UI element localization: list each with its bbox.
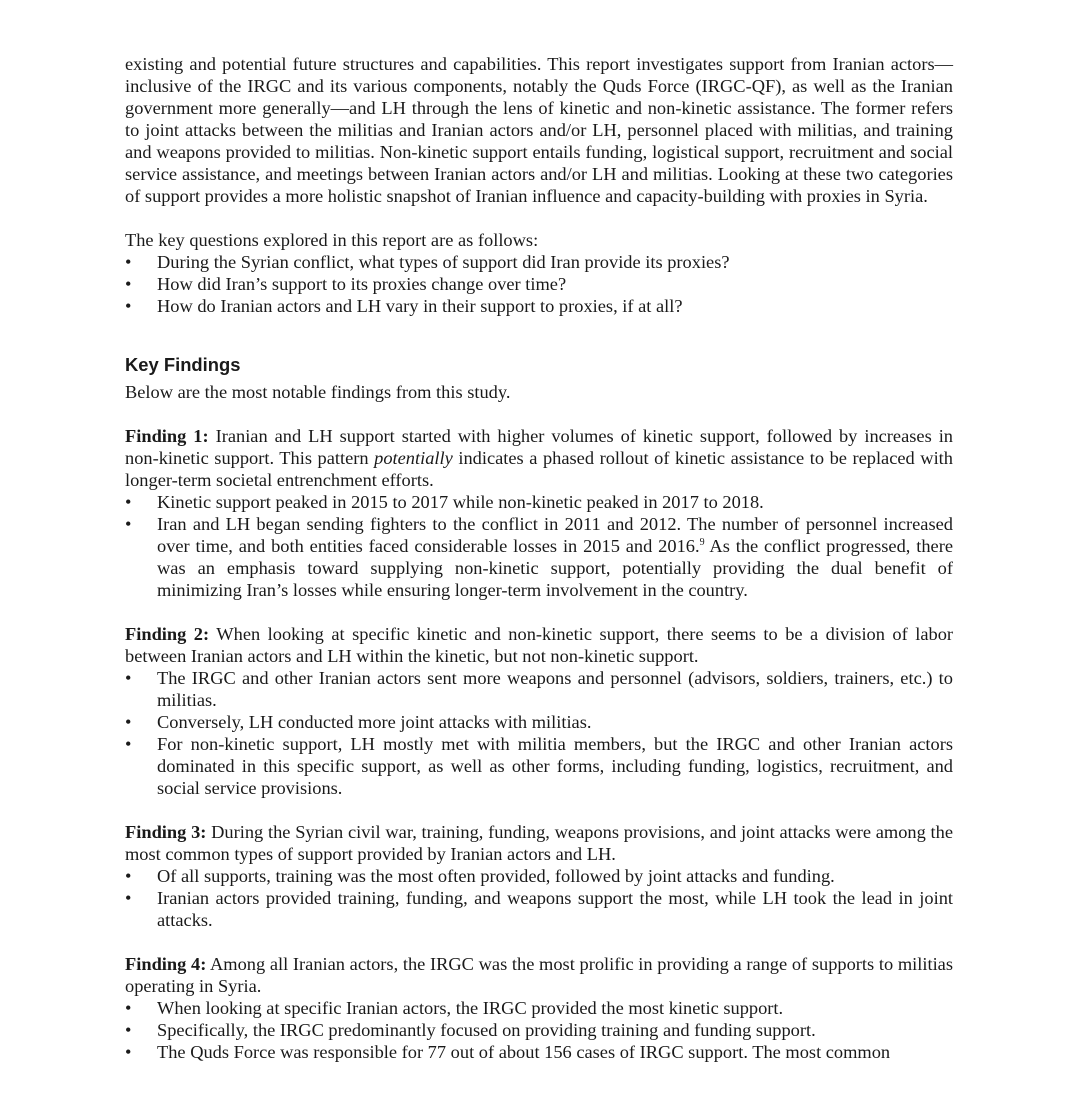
bullet-icon: • bbox=[125, 668, 132, 688]
list-item: • The Quds Force was responsible for 77 out of about 156 cases of IRGC support. The most common bbox=[125, 1042, 891, 1062]
finding-4-label: Finding 4: bbox=[125, 954, 207, 974]
finding-2-list bbox=[125, 667, 953, 799]
list-item: • During the Syrian conflict, what types of support did Iran provide its proxies? bbox=[125, 252, 730, 272]
bullet-icon: • bbox=[125, 866, 132, 886]
list-item: • Conversely, LH conducted more joint attacks with militias. bbox=[125, 712, 592, 732]
finding-3-list bbox=[125, 865, 953, 931]
finding-3-paragraph: Finding 3: During the Syrian civil war, training, funding, weapons provisions, and joint attacks were among the most common types of support provided by Iranian actors and LH. bbox=[125, 822, 954, 864]
key-findings-heading: Key Findings bbox=[125, 354, 241, 375]
list-item: • Of all supports, training was the most often provided, followed by joint attacks and funding. bbox=[125, 866, 835, 886]
bullet-icon: • bbox=[125, 296, 132, 316]
bullet-icon: • bbox=[125, 492, 132, 512]
bullet-icon: • bbox=[125, 1042, 132, 1062]
questions-lead: The key questions explored in this report are as follows: bbox=[125, 230, 539, 250]
footnote-marker: 9 bbox=[699, 536, 705, 548]
list-item: • Kinetic support peaked in 2015 to 2017 while non-kinetic peaked in 2017 to 2018. bbox=[125, 492, 764, 512]
list-item: • For non-kinetic support, LH mostly met with militia members, but the IRGC and other Iranian actors dominated in this specific support, as well as other forms, including funding, logistics, recruitment, and social service provisions. bbox=[125, 734, 953, 798]
finding-3-label: Finding 3: bbox=[125, 822, 207, 842]
intro-paragraph: existing and potential future structures and capabilities. This report investigates support from Iranian actors—inclusive of the IRGC and its various components, notably the Quds Force (IRGC-QF), as well as the Iranian government more generally—and LH through the lens of kinetic and non-kinetic assistance. The former refers to joint attacks between the militias and Iranian actors and/or LH, personnel placed with militias, and training and weapons provided to militias. Non-kinetic support entails funding, logistical support, recruitment and social service assistance, and meetings between Iranian actors and/or LH and militias. Looking at these two categories of support provides a more holistic snapshot of Iranian influence and capacity-building with proxies in Syria. bbox=[125, 54, 953, 206]
key-findings-intro: Below are the most notable findings from this study. bbox=[125, 382, 511, 402]
finding-2-label: Finding 2: bbox=[125, 624, 210, 644]
list-item: • How did Iran’s support to its proxies change over time? bbox=[125, 274, 567, 294]
bullet-icon: • bbox=[125, 712, 132, 732]
document-page bbox=[125, 53, 953, 1063]
bullet-icon: • bbox=[125, 1020, 132, 1040]
bullet-icon: • bbox=[125, 998, 132, 1018]
list-item: • Iranian actors provided training, funding, and weapons support the most, while LH took the lead in joint attacks. bbox=[125, 888, 953, 930]
bullet-icon: • bbox=[125, 252, 132, 272]
finding-1-list bbox=[125, 491, 953, 601]
finding-1-label: Finding 1: bbox=[125, 426, 209, 446]
finding-4-list bbox=[125, 997, 953, 1063]
list-item: • Iran and LH began sending fighters to the conflict in 2011 and 2012. The number of personnel increased over time, and both entities faced considerable losses in 2015 and 2016.$^9$ As the conflict progressed, there was an emphasis toward supplying non-kinetic support, potentially providing the dual benefit of minimizing Iran’s losses while ensuring longer-term involvement in the country. bbox=[125, 514, 953, 600]
list-item: • The IRGC and other Iranian actors sent more weapons and personnel (advisors, soldiers, trainers, etc.) to militias. bbox=[125, 668, 953, 710]
finding-2-paragraph: Finding 2: When looking at specific kinetic and non-kinetic support, there seems to be a division of labor between Iranian actors and LH within the kinetic, but not non-kinetic support. bbox=[125, 624, 954, 666]
bullet-icon: • bbox=[125, 734, 132, 754]
finding-4-paragraph: Finding 4: Among all Iranian actors, the IRGC was the most prolific in providing a range of supports to militias operating in Syria. bbox=[125, 954, 954, 996]
bullet-icon: • bbox=[125, 274, 132, 294]
questions-list bbox=[125, 251, 953, 317]
list-item: • Specifically, the IRGC predominantly focused on providing training and funding support. bbox=[125, 1020, 816, 1040]
list-item: • How do Iranian actors and LH vary in their support to proxies, if at all? bbox=[125, 296, 683, 316]
list-item: • When looking at specific Iranian actors, the IRGC provided the most kinetic support. bbox=[125, 998, 784, 1018]
bullet-icon: • bbox=[125, 514, 132, 534]
finding-1-paragraph: Finding 1: Iranian and LH support started with higher volumes of kinetic support, followed by increases in non-kinetic support. This pattern potentially indicates a phased rollout of kinetic assistance to be replaced with longer-term societal entrenchment efforts. bbox=[125, 426, 953, 490]
finding-1-emphasis: potentially bbox=[374, 448, 453, 468]
bullet-icon: • bbox=[125, 888, 132, 908]
